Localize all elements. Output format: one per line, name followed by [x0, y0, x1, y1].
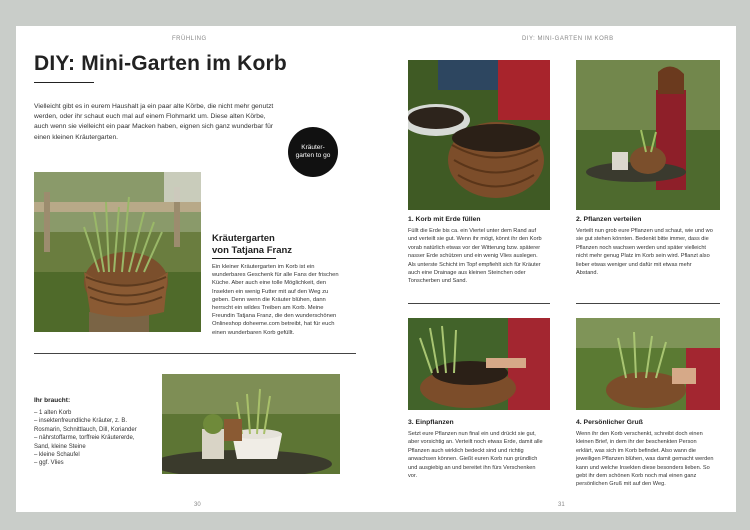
- badge-line-1: Kräuter-: [301, 144, 325, 151]
- step-4-photo: [576, 318, 720, 410]
- running-header: DIY: MINI-GARTEN IM KORB: [522, 36, 614, 42]
- list-item: – insektenfreundliche Kräuter, z. B.: [34, 418, 128, 425]
- step-1-title: 1. Korb mit Erde füllen: [408, 216, 481, 223]
- page-number: 30: [194, 502, 201, 508]
- intro-text: Vielleicht gibt es in eurem Haushalt ja ein paar alte Körbe, die nicht mehr genutzt werden, oder ihr schaut euch mal auf einem Flohmarkt um. Diese alten Körbe, auch wenn sie vielleicht ein paar Macken haben, eignen sich ganz wunderbar für einen kleinen Kräutergarten.: [34, 103, 274, 141]
- list-item: – kleine Schaufel: [34, 452, 80, 459]
- step-1-body: Füllt die Erde bis ca. ein Viertel unter dem Rand auf und verteilt sie gut. Wenn ihr mögt, könnt ihr den Korb vorab natürlich etwas vor der Witterung bzw. späterer nasser Erde schützen und ein wenig Vlies auslegen. Als unterste Schicht im Topf empfiehlt sich für Kräuter auch eine Drainage aus kleinen Steinchen oder Tonscherben und Sand.: [408, 228, 542, 285]
- step-4-title: 4. Persönlicher Gruß: [576, 419, 643, 426]
- badge-line-2: garten to go: [295, 152, 331, 159]
- step-2-title: 2. Pflanzen verteilen: [576, 216, 642, 223]
- title-underline: [34, 82, 94, 83]
- basket-photo: [34, 172, 201, 332]
- divider-right: [576, 303, 720, 304]
- step-3-title: 3. Einpflanzen: [408, 419, 454, 426]
- list-item: Rosmarin, Schnittlauch, Dill, Koriander: [34, 426, 137, 433]
- divider-left: [408, 303, 550, 304]
- subsection-underline: [212, 258, 276, 259]
- step-3-body: Setzt eure Pflanzen nun final ein und drückt sie gut, aber vorsichtig an. Verteilt noch etwas Erde, damit alle Pflanzen auch wirklich bedeckt sind und richtig anwachsen können. Gießt euren Korb nun gründlich und ausgiebig an und bereitet ihn fürs Verschenken vor.: [408, 431, 543, 480]
- subsection-body: Ein kleiner Kräutergarten im Korb ist ein wunderbares Geschenk für alle Fans der frischen Küche. Aber auch eine tolle Möglichkeit, den Insekten ein wenig Futter mit auf den Weg zu geben. Denn wenn die Kräuter blühen, dann herrscht ein wildes Treiben am Korb. Meine Freundin Tatjana Franz, die den wunderschönen Onlineshop doheeme.com betreibt, hat für euch einen wunderbaren Korb gefüllt.: [212, 264, 339, 336]
- materials-list: [34, 409, 174, 468]
- step-2-body: Verteilt nun grob eure Pflanzen und schaut, wie und wo sie gut stehen könnten. Bedenkt bitte immer, dass die Pflanzen noch wachsen werden und später vielleicht nicht mehr genug Platz im Korb sein wird. Pflanzt also lieber etwas weniger und dafür mit etwas mehr Abstand.: [576, 228, 713, 277]
- running-header: FRÜHLING: [172, 36, 207, 42]
- step-1-photo: [408, 60, 550, 210]
- pots-photo: [162, 374, 340, 474]
- step-4-body: Wenn ihr den Korb verschenkt, schreibt doch einen kleinen Brief, in dem ihr der beschenkten Person erklärt, was sich im Korb befindet. Also wann die jeweiligen Pflanzen blühen, was damit gemacht werden kann und welche Insekten diese besonders lieben. So gebt ihr dem schönen Korb noch mal einen ganz persönlichen Gruß mit auf den Weg.: [576, 431, 714, 488]
- herb-badge: [288, 127, 338, 177]
- page-title: DIY: Mini-Garten im Korb: [34, 52, 287, 75]
- step-2-photo: [576, 60, 720, 210]
- subsection-title-line-2: von Tatjana Franz: [212, 245, 293, 256]
- left-page: [16, 26, 384, 512]
- list-item: – ggf. Vlies: [34, 460, 64, 467]
- subsection-title: [212, 233, 292, 257]
- section-divider: [34, 353, 356, 354]
- subsection-title-line-1: Kräutergarten: [212, 233, 275, 244]
- page-number: 31: [558, 502, 565, 508]
- list-item: Sand, kleine Steine: [34, 443, 86, 450]
- list-item: – nährstoffarme, torffreie Kräutererde,: [34, 435, 135, 442]
- right-page: [384, 26, 736, 512]
- step-3-photo: [408, 318, 550, 410]
- materials-heading: Ihr braucht:: [34, 397, 71, 404]
- list-item: – 1 alten Korb: [34, 410, 72, 416]
